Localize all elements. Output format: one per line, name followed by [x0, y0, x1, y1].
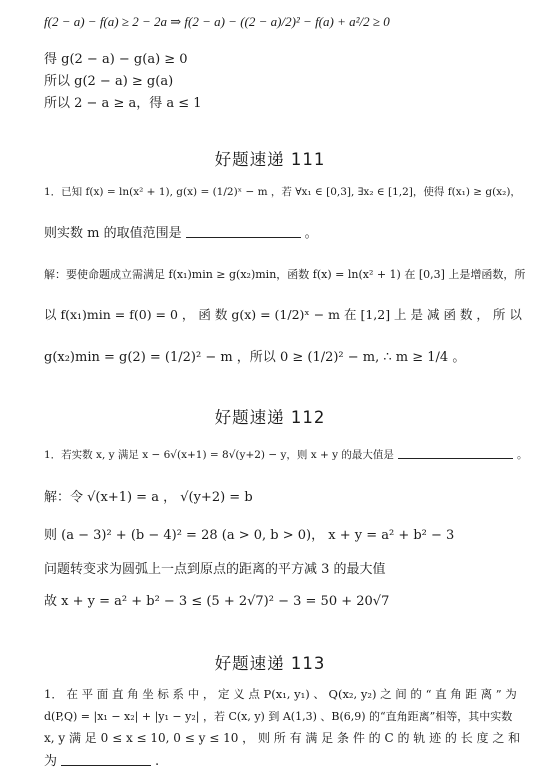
section-112-answer-line-2: 则 (a − 3)² + (b − 4)² = 28 (a > 0, b > 0)， x + y = a² + b² − 3: [44, 528, 455, 543]
section-112-answer-line-3: 问题转变求为圆弧上一点到原点的距离的平方减 3 的最大值: [44, 562, 386, 577]
derivation-line-2: 得 g(2 − a) − g(a) ≥ 0: [44, 52, 188, 67]
section-113-question-line-1: 1． 在 平 面 直 角 坐 标 系 中 ， 定 义 点 P(x₁, y₁) 、 Q(x₂, y₂) 之 间 的 “ 直 角 距 离 ” 为: [44, 687, 517, 701]
section-111-question-line-2: [44, 222, 318, 241]
section-111-title: 好题速递 111: [214, 150, 326, 169]
section-111-question-end: 。: [304, 226, 318, 241]
section-112-answer-line-1: 解：令 √(x+1) = a ， √(y+2) = b: [44, 490, 253, 505]
derivation-line-4: 所以 2 − a ≥ a，得 a ≤ 1: [44, 96, 202, 111]
section-113-question-line-3: x, y 满 足 0 ≤ x ≤ 10, 0 ≤ y ≤ 10 ， 则 所 有 满 足 条 件 的 C 的 轨 迹 的 长 度 之 和: [44, 731, 521, 745]
section-112-question-text: 1．若实数 x, y 满足 x − 6√(x+1) = 8√(y+2) − y，则 x + y 的最大值是: [44, 449, 394, 461]
section-113-question-text: 为: [44, 754, 58, 769]
section-112-title: 好题速递 112: [214, 408, 326, 427]
section-111-answer-line-1: 解：要使命题成立需满足 f(x₁)min ≥ g(x₂)min，函数 f(x) = ln(x² + 1) 在 [0,3] 上是增函数，所: [44, 268, 526, 281]
section-112-question-end: 。: [516, 449, 528, 461]
section-111-answer-line-2: 以 f(x₁)min = f(0) = 0 ， 函 数 g(x) = (1/2)ˣ − m 在 [1,2] 上 是 减 函 数 ， 所 以: [44, 307, 522, 322]
section-113-question-end: .: [155, 754, 160, 769]
derivation-line-3: 所以 g(2 − a) ≥ g(a): [44, 74, 174, 89]
section-112-question-line: [44, 446, 527, 462]
derivation-line-1: f(2 − a) − f(a) ≥ 2 − 2a ⇒ f(2 − a) − ((2 − a)/2)² − f(a) + a²/2 ≥ 0: [44, 14, 390, 29]
answer-blank: [186, 225, 301, 238]
section-113-title: 好题速递 113: [214, 654, 326, 673]
section-111-answer-line-3: g(x₂)min = g(2) = (1/2)² − m ，所以 0 ≥ (1/2)² − m, ∴ m ≥ 1/4 。: [44, 350, 466, 365]
section-111-question-text: 则实数 m 的取值范围是: [44, 226, 182, 241]
section-113-question-line-4: [44, 750, 159, 769]
section-113-question-line-2: d(P,Q) = |x₁ − x₂| + |y₁ − y₂| ，若 C(x, y) 到 A(1,3) 、B(6,9) 的“直角距离”相等，其中实数: [44, 710, 513, 723]
answer-blank: [61, 753, 151, 766]
answer-blank: [398, 446, 513, 459]
section-111-question-line-1: 1．已知 f(x) = ln(x² + 1), g(x) = (1/2)ˣ − m ，若 ∀x₁ ∈ [0,3], ∃x₂ ∈ [1,2]，使得 f(x₁) ≥ g(x₂)，: [44, 186, 521, 198]
section-112-answer-line-4: 故 x + y = a² + b² − 3 ≤ (5 + 2√7)² − 3 = 50 + 20√7: [44, 594, 390, 609]
